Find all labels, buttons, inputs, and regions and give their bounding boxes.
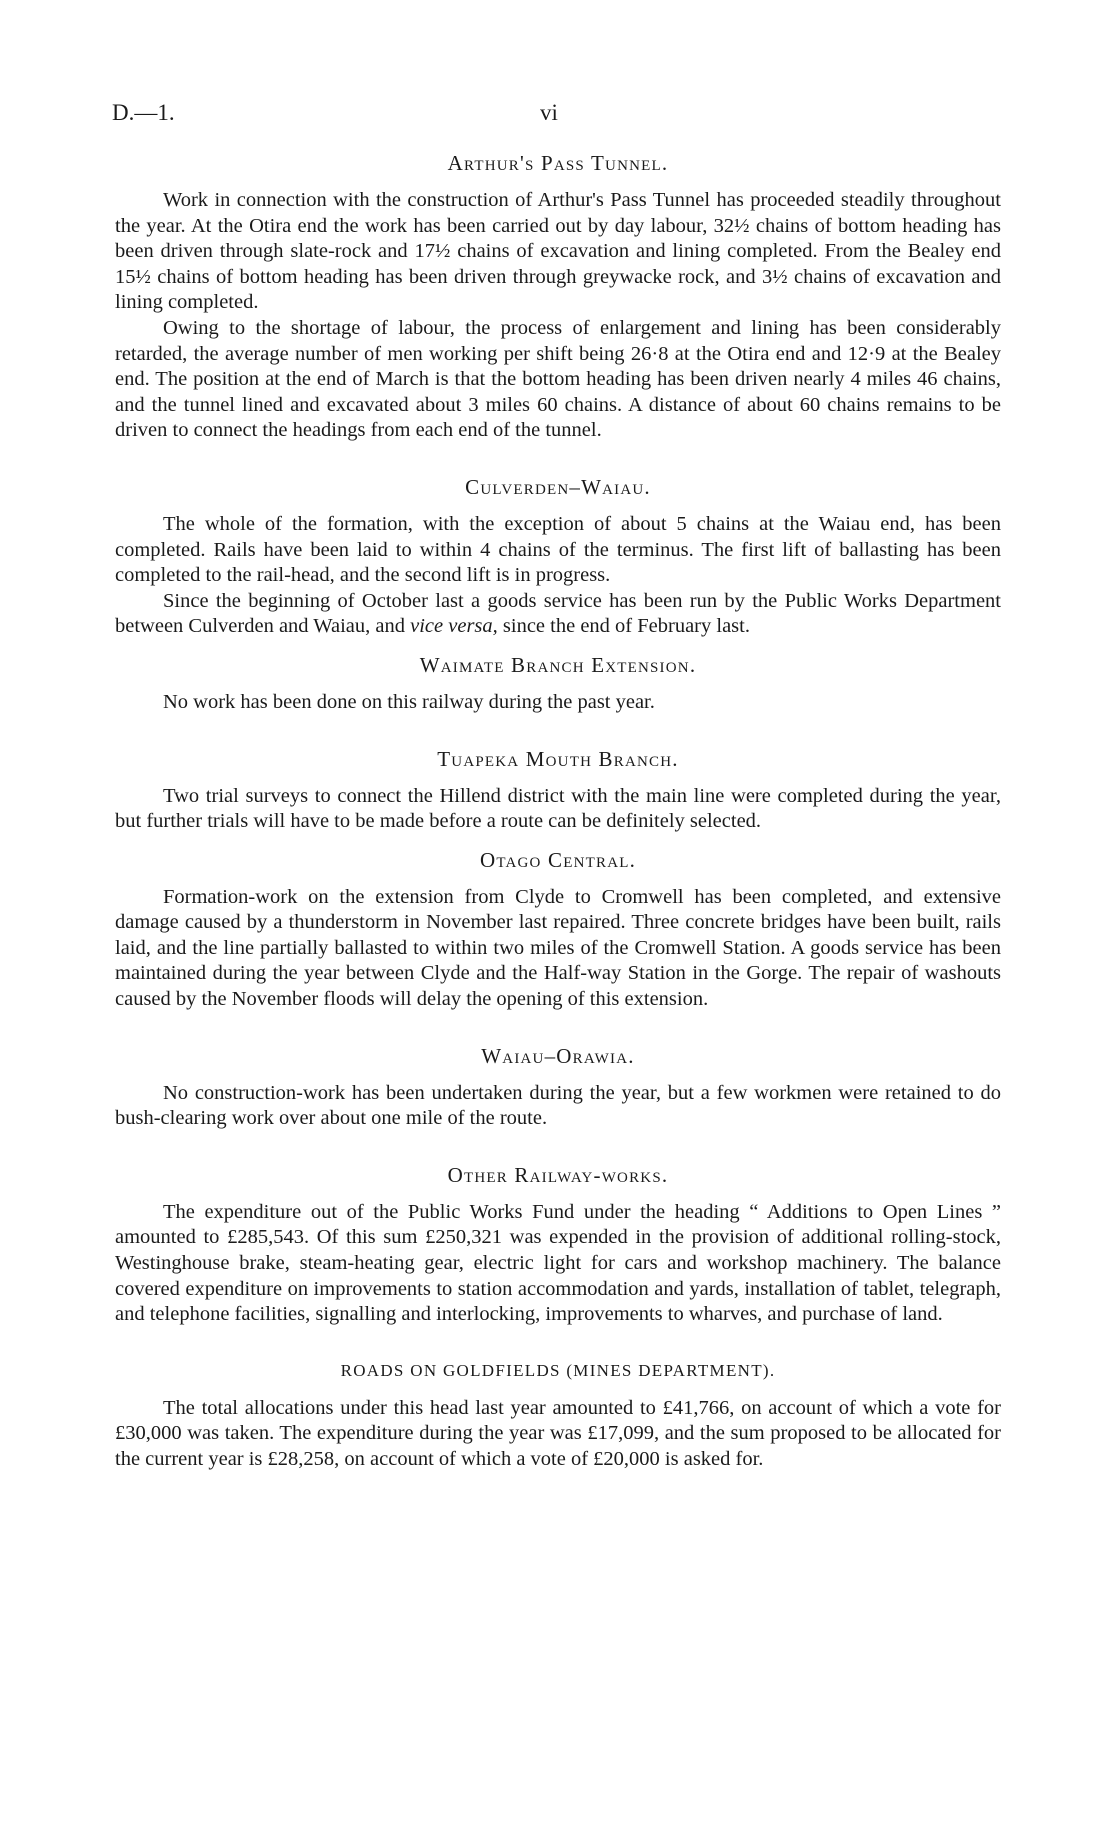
section-heading: ROADS ON GOLDFIELDS (MINES DEPARTMENT). [340, 1360, 776, 1380]
section-culverden-waiau [115, 474, 1001, 640]
page-content [115, 150, 1001, 1503]
section-heading: Tuapeka Mouth Branch. [437, 746, 679, 771]
section-heading: Culverden–Waiau. [465, 474, 651, 499]
section-heading: Waimate Branch Extension. [419, 652, 697, 677]
paragraph: The total allocations under this head last year amounted to £41,766, on account of which a vote for £30,000 was taken. The expenditure during the year was £17,099, and the sum proposed to be allocated for the current year is £28,258, on account of which a vote of £20,000 is asked for. [115, 1396, 1001, 1470]
paragraph: Formation-work on the extension from Clyde to Cromwell has been completed, and extensive damage caused by a thunderstorm in November last repaired. Three concrete bridges have been built, rails laid, and the line partially ballasted to within two miles of the Cromwell Station. A goods service has been maintained during the year between Clyde and the Half-way Station in the Gorge. The repair of washouts caused by the November floods will delay the opening of this extension. [115, 885, 1001, 1011]
italic-phrase: vice versa, [410, 615, 498, 638]
paragraph [115, 589, 1001, 640]
section-roads-on-goldfields [115, 1358, 1001, 1473]
paragraph: No construction-work has been undertaken during the year, but a few workmen were retained to do bush-clearing work over about one mile of the route. [115, 1081, 1001, 1130]
paragraph: Two trial surveys to connect the Hillend district with the main line were completed during the year, but further trials will have to be made before a route can be definitely selected. [115, 784, 1001, 833]
paragraph: Owing to the shortage of labour, the process of enlargement and lining has been considerably retarded, the average number of men working per shift being 26·8 at the Otira end and 12·9 at the Bealey end. The position at the end of March is that the bottom heading has been driven nearly 4 miles 46 chains, and the tunnel lined and excavated about 3 miles 60 chains. A distance of about 60 chains remains to be driven to connect the headings from each end of the tunnel. [115, 316, 1001, 442]
section-waimate-branch-extension [115, 652, 1001, 716]
section-otago-central [115, 847, 1001, 1013]
section-heading: Waiau–Orawia. [481, 1043, 635, 1068]
paragraph: No work has been done on this railway during the past year. [163, 690, 655, 713]
section-waiau-orawia [115, 1043, 1001, 1132]
section-other-railway-works [115, 1162, 1001, 1328]
section-tuapeka-mouth-branch [115, 746, 1001, 835]
paragraph: The whole of the formation, with the exception of about 5 chains at the Waiau end, has been completed. Rails have been laid to within 4 chains of the terminus. The first lift of ballasting has been completed to the rail-head, and the second lift is in progress. [115, 512, 1001, 587]
paragraph-text: Since the beginning of October last a goods service has been run by the Public Works Department between Culverden and Waiau, and [115, 589, 1001, 638]
paragraph-text: since the end of February last. [497, 615, 750, 638]
section-heading: Otago Central. [479, 847, 637, 872]
section-heading: Arthur's Pass Tunnel. [447, 151, 669, 175]
section-arthurs-pass-tunnel [115, 150, 1001, 444]
document-reference: D.—1. [112, 100, 175, 125]
paragraph: The expenditure out of the Public Works Fund under the heading “ Additions to Open Lines ” amounted to £285,543. Of this sum £250,321 was expended in the provision of additional rolling-stock, Westinghouse brake, steam-heating gear, electric light for cars and workshop machinery. The balance covered expenditure on improvements to station accommodation and yards, installation of tablet, telegraph, and telephone facilities, signalling and interlocking, improvements to wharves, and purchase of land. [115, 1200, 1001, 1326]
page-number: vi [540, 100, 558, 125]
paragraph: Work in connection with the construction of Arthur's Pass Tunnel has proceeded steadily throughout the year. At the Otira end the work has been carried out by day labour, 32½ chains of bottom heading has been driven through slate-rock and 17½ chains of excavation and lining completed. From the Bealey end 15½ chains of bottom heading has been driven through greywacke rock, and 3½ chains of excavation and lining completed. [115, 189, 1001, 314]
section-heading: Other Railway-works. [447, 1162, 669, 1187]
